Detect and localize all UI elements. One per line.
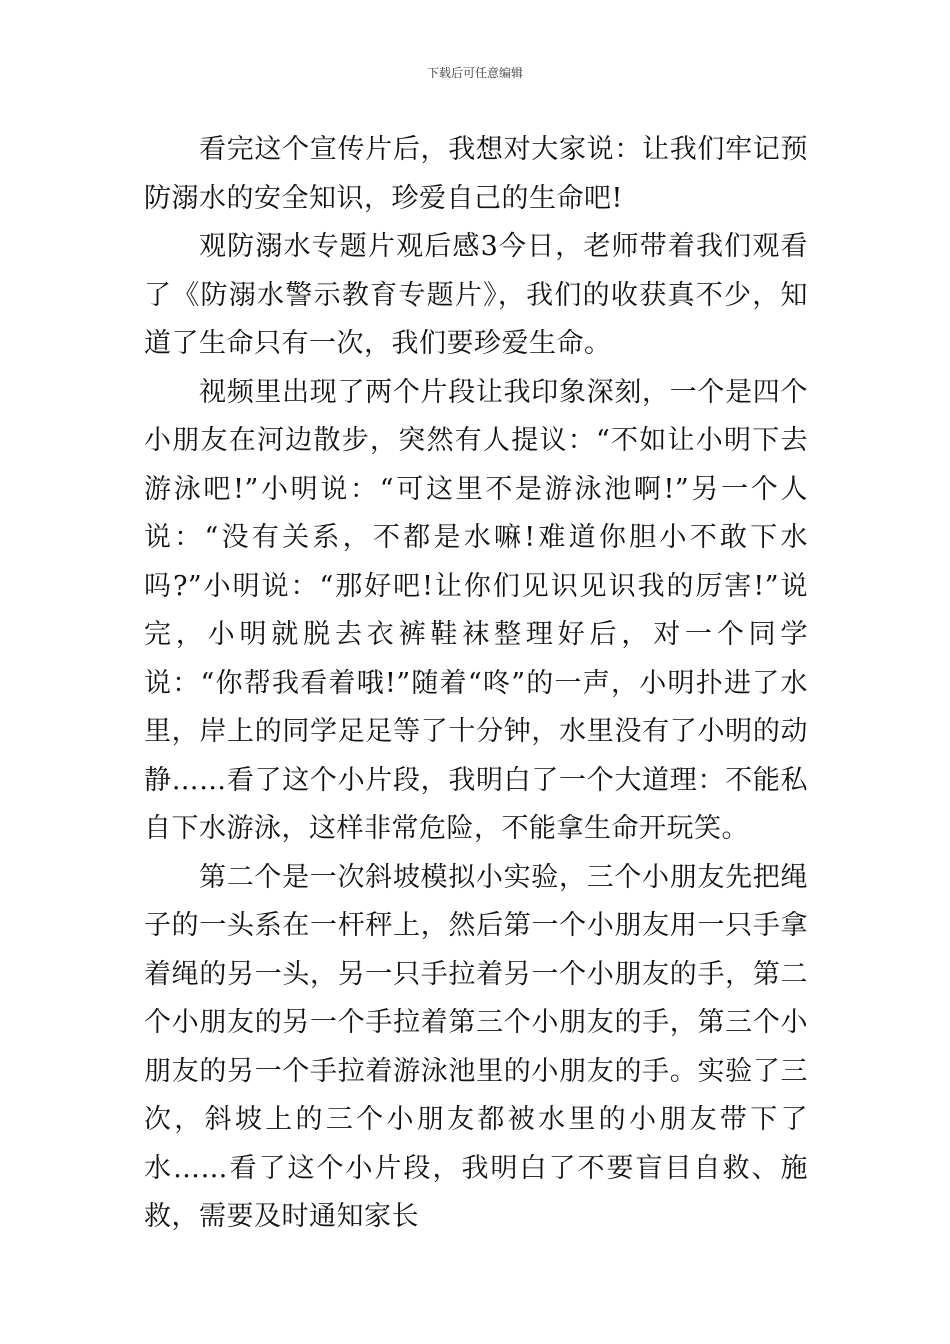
paragraph-1: 看完这个宣传片后，我想对大家说：让我们牢记预防溺水的安全知识，珍爱自己的生命吧!: [144, 134, 808, 214]
paragraph-4: 第二个是一次斜坡模拟小实验，三个小朋友先把绳子的一头系在一杆秤上，然后第一个小朋友用一只手拿着绳的另一头，另一只手拉着另一个小朋友的手，第二个小朋友的另一个手拉着第三个小朋友的手，第三个小朋友的另一个手拉着游泳池里的小朋友的手。实验了三次，斜坡上的三个小朋友都被水里的小朋友带下了水……看了这个小片段，我明白了不要盲目自救、施救，需要及时通知家长: [144, 861, 808, 1232]
document-body: [144, 126, 808, 1242]
page-header-note: 下载后可任意编辑: [426, 66, 523, 80]
paragraph-2: 观防溺水专题片观后感3今日，老师带着我们观看了《防溺水警示教育专题片》，我们的收获真不少，知道了生命只有一次，我们要珍爱生命。: [144, 231, 808, 359]
paragraph-3: 视频里出现了两个片段让我印象深刻，一个是四个小朋友在河边散步，突然有人提议：“不如让小明下去游泳吧!”小明说：“可这里不是游泳池啊!”另一个人说：“没有关系，不都是水嘛!难道你胆小不敢下水吗?”小明说：“那好吧!让你们见识见识我的厉害!”说完，小明就脱去衣裤鞋袜整理好后，对一个同学说：“你帮我看着哦!”随着“咚”的一声，小明扑进了水里，岸上的同学足足等了十分钟，水里没有了小明的动静……看了这个小片段，我明白了一个大道理：不能私自下水游泳，这样非常危险，不能拿生命开玩笑。: [144, 376, 808, 844]
